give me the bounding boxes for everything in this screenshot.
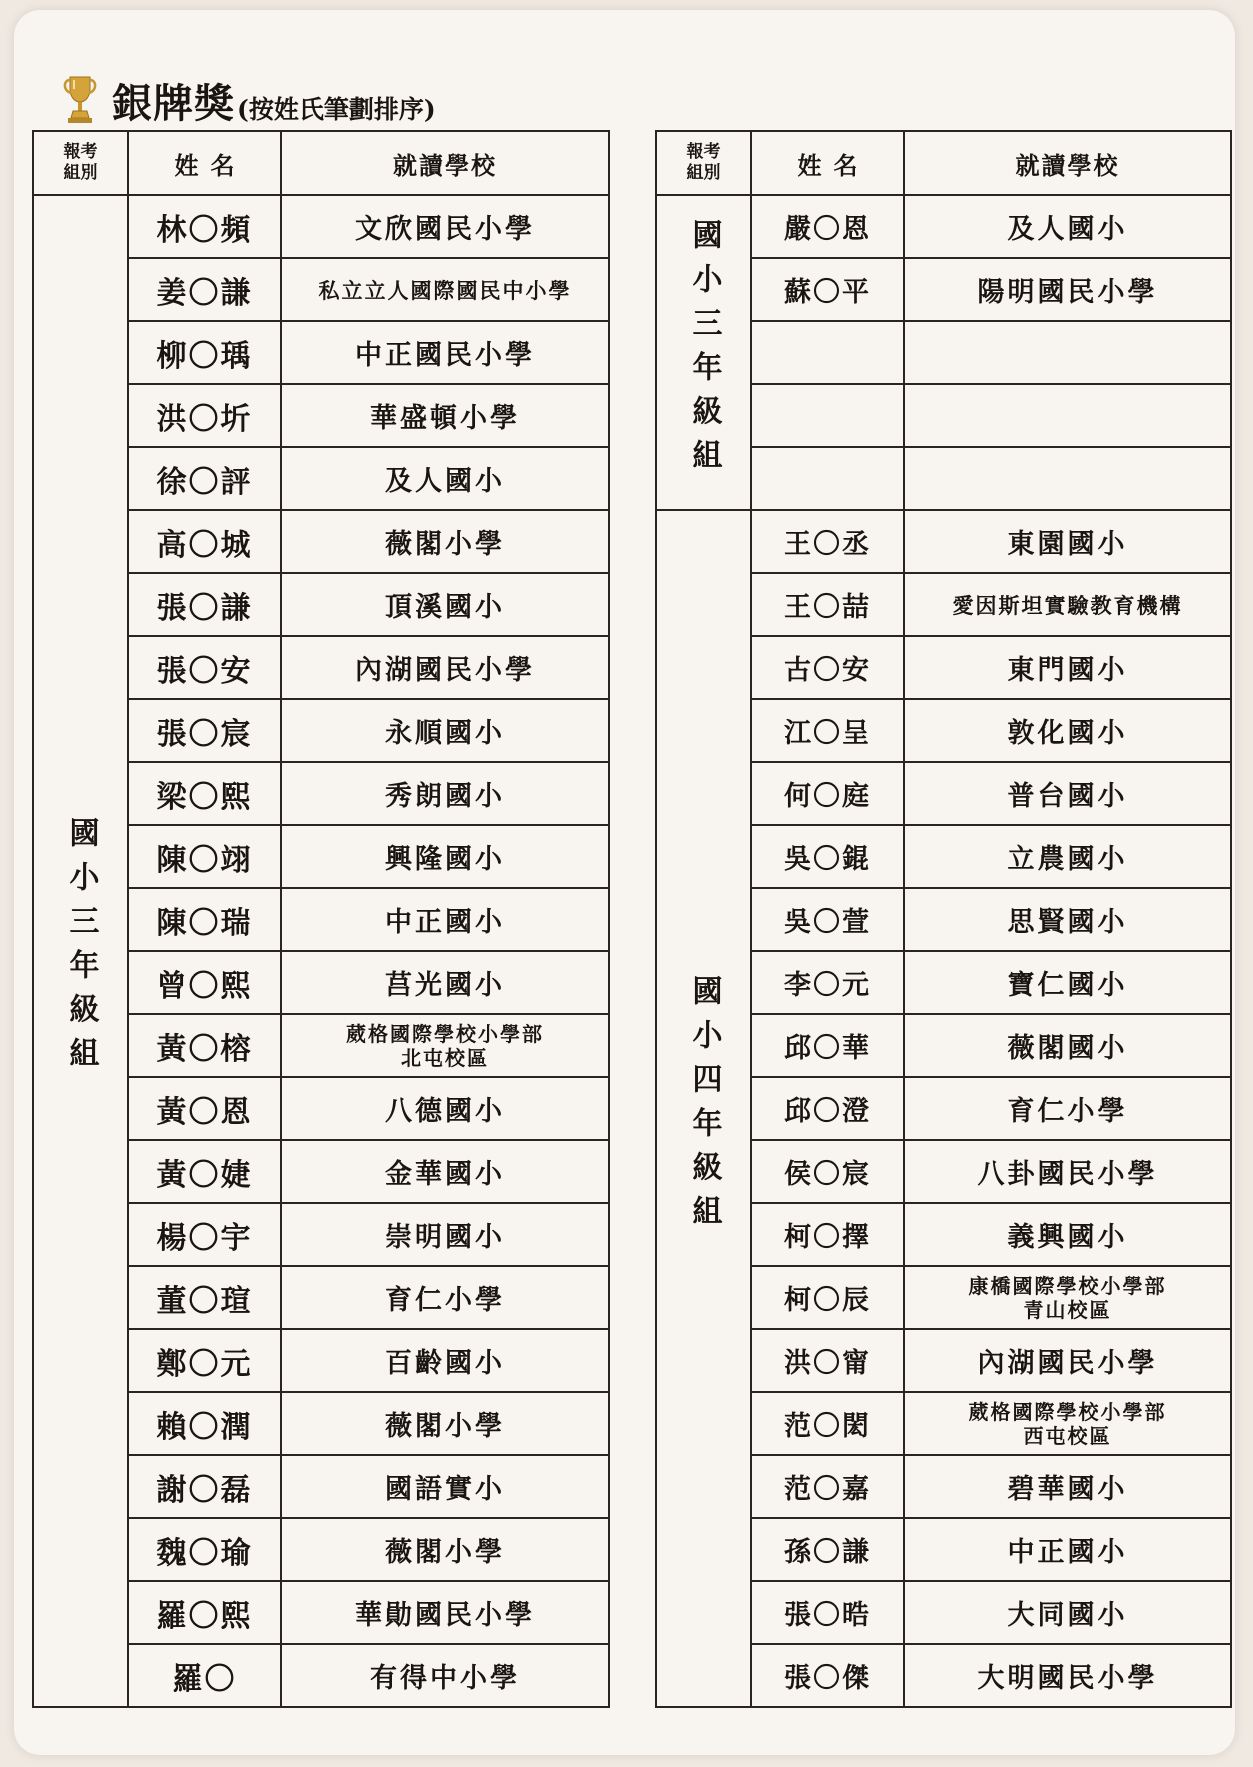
school-name: 東門國小 [904, 636, 1231, 699]
table-header-row [656, 131, 1231, 195]
school-name: 文欣國民小學 [281, 195, 609, 258]
school-name [904, 1266, 1231, 1329]
student-name: 張〇傑 [751, 1644, 904, 1707]
student-name: 曾〇熙 [128, 951, 281, 1014]
header-name: 姓名 [128, 131, 281, 195]
student-name: 柳〇瑀 [128, 321, 281, 384]
student-name: 范〇閎 [751, 1392, 904, 1455]
student-name: 董〇瑄 [128, 1266, 281, 1329]
student-name: 嚴〇恩 [751, 195, 904, 258]
student-name: 黃〇婕 [128, 1140, 281, 1203]
school-name [904, 384, 1231, 447]
right-award-table [655, 130, 1232, 1708]
school-name: 薇閣國小 [904, 1014, 1231, 1077]
header-group-line1: 報考 [63, 141, 98, 162]
student-name: 林〇頻 [128, 195, 281, 258]
header-group-line1: 報考 [686, 141, 721, 162]
student-name: 何〇庭 [751, 762, 904, 825]
school-name [904, 1392, 1231, 1455]
school-name: 百齡國小 [281, 1329, 609, 1392]
student-name: 梁〇熙 [128, 762, 281, 825]
header-name: 姓名 [751, 131, 904, 195]
school-name: 華勛國民小學 [281, 1581, 609, 1644]
table-row [33, 195, 609, 258]
school-name: 永順國小 [281, 699, 609, 762]
student-name: 鄭〇元 [128, 1329, 281, 1392]
student-name: 賴〇潤 [128, 1392, 281, 1455]
table-header-row [33, 131, 609, 195]
school-name: 及人國小 [904, 195, 1231, 258]
student-name: 王〇丞 [751, 510, 904, 573]
school-name-line: 葳格國際學校小學部 [346, 1021, 544, 1046]
header-school: 就讀學校 [281, 131, 609, 195]
header-group [656, 131, 751, 195]
left-award-table [32, 130, 610, 1708]
school-name: 八德國小 [281, 1077, 609, 1140]
page-subtitle: (按姓氏筆劃排序) [237, 95, 436, 124]
school-name: 敦化國小 [904, 699, 1231, 762]
student-name: 洪〇甯 [751, 1329, 904, 1392]
school-name: 內湖國民小學 [904, 1329, 1231, 1392]
group-label: 國小四年級組 [686, 974, 722, 1239]
student-name: 魏〇瑜 [128, 1518, 281, 1581]
student-name: 江〇呈 [751, 699, 904, 762]
school-name: 莒光國小 [281, 951, 609, 1014]
school-name: 育仁小學 [904, 1077, 1231, 1140]
school-name: 崇明國小 [281, 1203, 609, 1266]
student-name: 謝〇磊 [128, 1455, 281, 1518]
school-name-line: 康橋國際學校小學部 [968, 1273, 1167, 1298]
student-name: 羅〇 [128, 1644, 281, 1707]
student-name [751, 447, 904, 510]
school-name: 華盛頓小學 [281, 384, 609, 447]
student-name: 柯〇辰 [751, 1266, 904, 1329]
page-heading [62, 68, 436, 127]
school-name-line: 北屯校區 [401, 1045, 489, 1070]
school-name [904, 447, 1231, 510]
school-name: 薇閣小學 [281, 1518, 609, 1581]
student-name: 邱〇華 [751, 1014, 904, 1077]
student-name: 姜〇謙 [128, 258, 281, 321]
student-name: 吳〇錕 [751, 825, 904, 888]
student-name: 黃〇恩 [128, 1077, 281, 1140]
student-name: 陳〇瑞 [128, 888, 281, 951]
student-name: 李〇元 [751, 951, 904, 1014]
school-name-line: 葳格國際學校小學部 [968, 1399, 1167, 1424]
header-group-line2: 組別 [686, 163, 721, 183]
header-school: 就讀學校 [904, 131, 1231, 195]
school-name: 中正國民小學 [281, 321, 609, 384]
header-group [33, 131, 128, 195]
school-name: 薇閣小學 [281, 510, 609, 573]
school-name [904, 321, 1231, 384]
student-name: 洪〇圻 [128, 384, 281, 447]
student-name: 侯〇宸 [751, 1140, 904, 1203]
table-row [656, 195, 1231, 258]
student-name: 蘇〇平 [751, 258, 904, 321]
school-name: 中正國小 [904, 1518, 1231, 1581]
group-cell [33, 195, 128, 1707]
school-name: 愛因斯坦實驗教育機構 [904, 573, 1231, 636]
school-name-line: 青山校區 [1023, 1297, 1112, 1322]
school-name-line: 西屯校區 [1023, 1423, 1112, 1448]
school-name: 頂溪國小 [281, 573, 609, 636]
trophy-icon [62, 74, 98, 124]
school-name: 思賢國小 [904, 888, 1231, 951]
page-title: 銀牌獎 [112, 80, 235, 127]
student-name: 張〇晧 [751, 1581, 904, 1644]
school-name: 陽明國民小學 [904, 258, 1231, 321]
student-name: 王〇喆 [751, 573, 904, 636]
table-row [656, 510, 1231, 573]
school-name: 興隆國小 [281, 825, 609, 888]
student-name: 古〇安 [751, 636, 904, 699]
school-name: 薇閣小學 [281, 1392, 609, 1455]
student-name [751, 321, 904, 384]
school-name: 金華國小 [281, 1140, 609, 1203]
school-name: 普台國小 [904, 762, 1231, 825]
school-name: 秀朗國小 [281, 762, 609, 825]
student-name: 張〇謙 [128, 573, 281, 636]
student-name: 孫〇謙 [751, 1518, 904, 1581]
school-name: 育仁小學 [281, 1266, 609, 1329]
student-name: 羅〇熙 [128, 1581, 281, 1644]
school-name: 私立立人國際國民中小學 [281, 258, 609, 321]
school-name: 立農國小 [904, 825, 1231, 888]
group-cell [656, 195, 751, 510]
student-name: 徐〇評 [128, 447, 281, 510]
student-name: 范〇嘉 [751, 1455, 904, 1518]
school-name: 國語實小 [281, 1455, 609, 1518]
group-label: 國小三年級組 [63, 817, 99, 1081]
school-name: 及人國小 [281, 447, 609, 510]
student-name: 張〇宸 [128, 699, 281, 762]
school-name: 大同國小 [904, 1581, 1231, 1644]
school-name [281, 1014, 609, 1077]
certificate-page [14, 10, 1235, 1755]
student-name: 陳〇翊 [128, 825, 281, 888]
school-name: 大明國民小學 [904, 1644, 1231, 1707]
school-name: 碧華國小 [904, 1455, 1231, 1518]
student-name [751, 384, 904, 447]
student-name: 楊〇宇 [128, 1203, 281, 1266]
school-name: 寶仁國小 [904, 951, 1231, 1014]
group-label: 國小三年級組 [686, 218, 722, 483]
school-name: 東園國小 [904, 510, 1231, 573]
student-name: 柯〇擇 [751, 1203, 904, 1266]
school-name: 有得中小學 [281, 1644, 609, 1707]
student-name: 邱〇澄 [751, 1077, 904, 1140]
student-name: 張〇安 [128, 636, 281, 699]
school-name: 內湖國民小學 [281, 636, 609, 699]
school-name: 中正國小 [281, 888, 609, 951]
student-name: 高〇城 [128, 510, 281, 573]
student-name: 黃〇榕 [128, 1014, 281, 1077]
group-cell [656, 510, 751, 1707]
header-group-line2: 組別 [63, 163, 98, 183]
school-name: 義興國小 [904, 1203, 1231, 1266]
student-name: 吳〇萱 [751, 888, 904, 951]
school-name: 八卦國民小學 [904, 1140, 1231, 1203]
